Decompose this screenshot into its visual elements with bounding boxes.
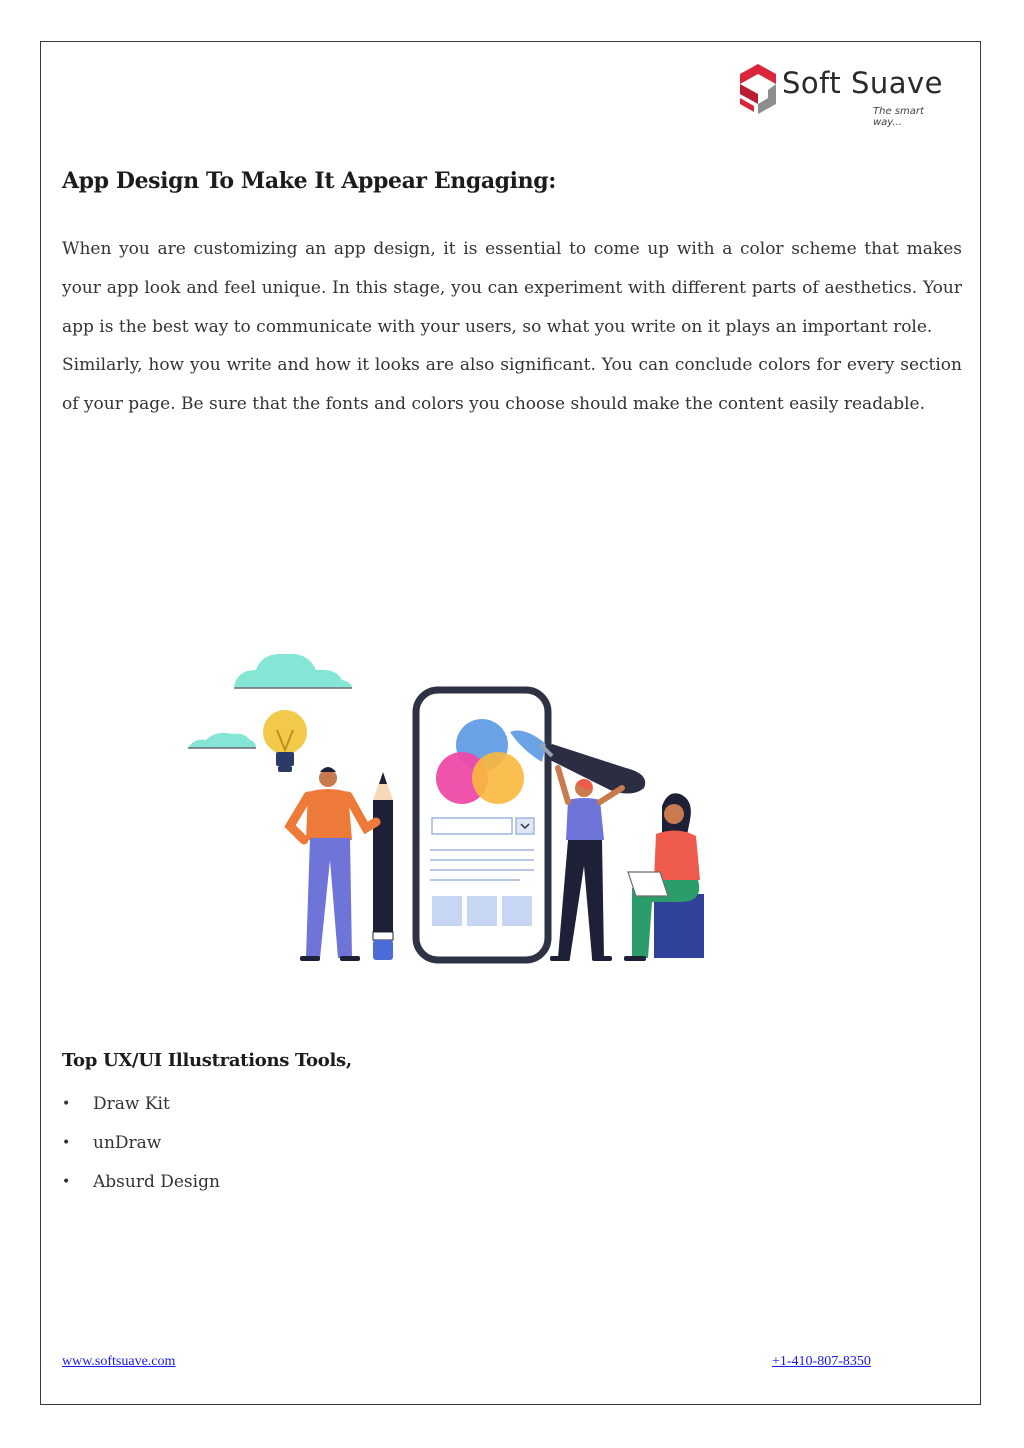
paragraph: Similarly, how you write and how it looks are also significant. You can conclude colors for every section of your page. Be sure that the fonts and colors you choose should make the content easily readable. — [62, 355, 962, 415]
cloud-icon — [188, 733, 256, 748]
phone-link[interactable]: +1-410-807-8350 — [772, 1354, 871, 1369]
app-design-illustration — [180, 640, 720, 980]
list-item-label: Absurd Design — [93, 1171, 220, 1192]
list-item-label: Draw Kit — [93, 1094, 170, 1114]
paragraph: When you are customizing an app design, it is essential to come up with a color scheme that makes your app look and feel unique. In this stage, you can experiment with different parts of aesthetics. Your app is the best way to communicate with your users, so what you write on it plays an important role. — [62, 239, 962, 337]
website-link[interactable]: www.softsuave.com — [62, 1354, 176, 1369]
bullet-icon: • — [62, 1173, 71, 1190]
list-item — [62, 1086, 220, 1125]
tools-list — [62, 1086, 220, 1202]
bullet-icon: • — [62, 1096, 71, 1112]
smartphone-icon — [416, 690, 548, 960]
tools-heading: Top UX/UI Illustrations Tools, — [62, 1050, 352, 1071]
lightbulb-icon — [263, 710, 307, 772]
brand-tagline: The smart way... — [873, 106, 924, 128]
list-item-label: unDraw — [93, 1132, 162, 1153]
brand-logo — [736, 60, 946, 128]
bullet-icon: • — [62, 1134, 71, 1151]
person-man-icon — [290, 767, 376, 961]
pencil-icon — [373, 772, 393, 960]
list-item — [62, 1164, 220, 1203]
brand-name: Soft Suave — [782, 66, 944, 100]
cloud-icon — [234, 654, 352, 688]
logo-mark-icon — [736, 62, 780, 118]
person-woman-icon — [550, 768, 622, 961]
list-item — [62, 1125, 220, 1164]
body-text — [62, 230, 962, 424]
page-title: App Design To Make It Appear Engaging: — [62, 168, 556, 194]
